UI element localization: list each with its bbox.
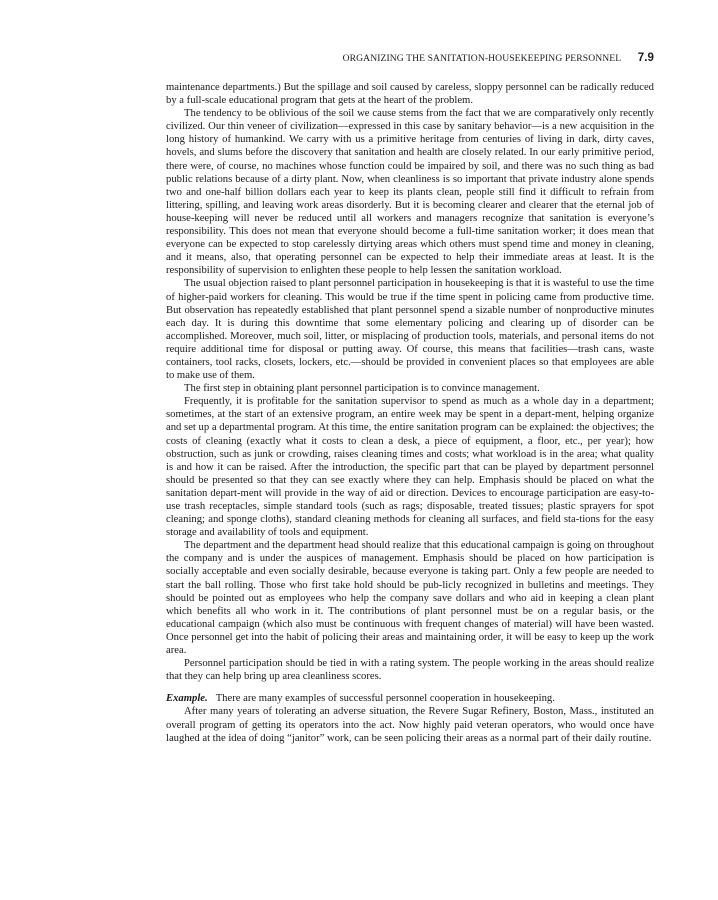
page-number: 7.9 bbox=[637, 52, 654, 64]
example-text: There are many examples of successful personnel cooperation in housekeeping. bbox=[215, 693, 555, 705]
paragraph: Frequently, it is profitable for the sanitation supervisor to spend as much as a whole day in a department; sometimes, at the start of an extensive program, an entire week may be spent in a depart-ment, helping organize and set up a departmental program. At this time, the entire sanitation program can be explained: the objectives; the costs of cleaning (exactly what it costs to clean a desk, a piece of equipment, a floor, etc., per year); how obstruction, such as junk or crowding, raises cleaning times and costs; what workload is in the area; what quality is and how it can be raised. After the introduction, the specific part that can be played by department personnel should be presented so that they can see exactly where they can help. Emphasis should be placed on what the sanitation depart-ment will provide in the way of aid or direction. Devices to encourage participation are easy-to-use trash receptacles, simple standard tools (such as rags; disposable, treated tissues; plastic sprayers for spot cleaning; and sponge cloths), standard cleaning methods for cleaning all surfaces, and field sta-tions for the easy storage and availability of tools and equipment. bbox=[166, 396, 654, 539]
paragraph: The usual objection raised to plant personnel participation in housekeeping is that it is wasteful to use the time of higher-paid workers for cleaning. This would be true if the time spent in policing came from productive time. But observation has repeatedly established that plant personnel spend a sizable number of nonproductive minutes each day. It is during this downtime that some elementary policing and clearing up of disorder can be accomplished. Moreover, much soil, litter, or misplacing of production tools, materials, and personal items do not require additional time for disposal or putting away. Of course, this means that facilities—trash cans, waste containers, tool racks, closets, lockers, etc.—should be provided in convenient places so that employees are able to make use of them. bbox=[166, 278, 654, 382]
body-text bbox=[166, 81, 654, 745]
paragraph: The department and the department head should realize that this educational campaign is going on throughout the company and is under the auspices of management. Emphasis should be placed on how participation is socially acceptable and even socially desirable, because everyone is taking part. Only a few people are needed to start the ball rolling. Those who first take hold should be pub-licly recognized in bulletins and meetings. They should be pointed out as employees who help the company save dollars and who aid in keeping a clean plant which benefits all who work in it. The contributions of plant personnel must be on a regular basis, or the educational campaign (which also must be continuous with frequent changes of material) will have been wasted. Once personnel get into the habit of policing their areas and maintaining order, it will be easy to keep up the work area. bbox=[166, 540, 654, 657]
running-header bbox=[166, 52, 654, 64]
paragraph: Personnel participation should be tied in with a rating system. The people working in the areas should realize that they can help bring up area cleanliness scores. bbox=[166, 658, 654, 683]
paragraph: The first step in obtaining plant personnel participation is to convince management. bbox=[184, 383, 540, 395]
example-paragraph bbox=[166, 692, 654, 705]
paragraph: maintenance departments.) But the spillage and soil caused by careless, sloppy personnel can be radically reduced by a full-scale educational program that gets at the heart of the problem. bbox=[166, 82, 654, 107]
paragraph: The tendency to be oblivious of the soil we cause stems from the fact that we are comparatively only recently civilized. Our thin veneer of civilization—expressed in this case by sanitary behavior—is a new acquisition in the long history of humankind. We carry with us a primitive heritage from centuries of living in dark, dirty caves, hovels, and slums before the discovery that sanitation and health are closely related. In our early primitive period, there were, of course, no machines whose function could be impaired by soil, and there was no such thing as bad public relations because of a dirty plant. Now, when cleanliness is so important that private industry alone spends two and one-half billion dollars each year to keep its plants clean, people still find it difficult to refrain from littering, spilling, and leaving work areas disorderly. But it is becoming clearer and clearer that the eternal job of house-keeping will never be reduced until all workers and managers recognize that sanitation is everyone’s responsibility. This does not mean that everyone should become a full-time sanitation worker; it does mean that everyone can be expected to stop carelessly dirtying areas which others must spend time and money in cleaning, and it means, also, that operating personnel can be expected to help their immediate areas at least. It is the responsibility of supervision to enlighten these people to help lessen the sanitation workload. bbox=[166, 108, 654, 277]
example-label: Example. bbox=[166, 693, 208, 705]
chapter-title: ORGANIZING THE SANITATION-HOUSEKEEPING PERSONNEL bbox=[342, 53, 622, 64]
paragraph: After many years of tolerating an adverse situation, the Revere Sugar Refinery, Boston, Mass., instituted an overall program of getting its operators into the act. Now highly paid veteran operators, who would once have laughed at the idea of doing “janitor” work, can be seen policing their areas as a normal part of their daily routine. bbox=[166, 706, 654, 744]
